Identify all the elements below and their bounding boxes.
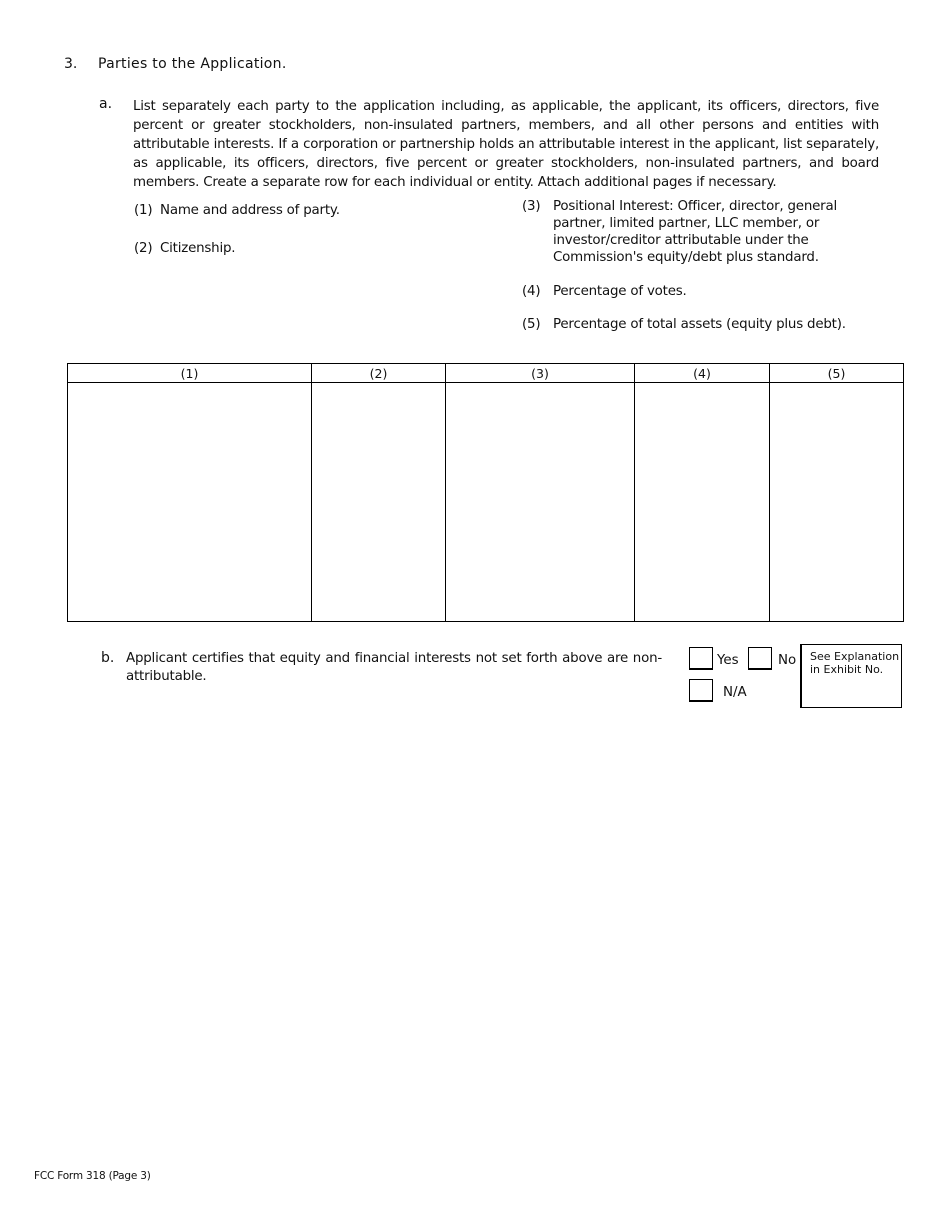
item-text: Name and address of party.: [160, 203, 340, 218]
table-row: [68, 383, 904, 622]
item-citizenship: [134, 240, 474, 260]
na-label: N/A: [723, 685, 747, 700]
item-text: Percentage of votes.: [553, 284, 687, 299]
item-text: Citizenship.: [160, 241, 236, 256]
part-a-label: a.: [99, 96, 113, 112]
cell-positional-interest[interactable]: [446, 383, 635, 622]
cell-name-address[interactable]: [68, 383, 312, 622]
no-checkbox[interactable]: [748, 647, 772, 670]
column-header-3: (3): [446, 364, 635, 383]
column-header-5: (5): [770, 364, 904, 383]
exhibit-label: See Explanation in Exhibit No.: [810, 650, 900, 676]
column-header-4: (4): [635, 364, 770, 383]
item-number: (3): [522, 199, 541, 214]
item-name-address: [134, 202, 474, 222]
part-b-statement: Applicant certifies that equity and financial interests not set forth above are non-attributable.: [126, 651, 662, 684]
item-percentage-votes: [522, 283, 842, 303]
cell-percentage-votes[interactable]: [635, 383, 770, 622]
item-number: (2): [134, 241, 153, 256]
yes-checkbox[interactable]: [689, 647, 713, 670]
exhibit-number-field[interactable]: [800, 644, 902, 708]
parties-table: [67, 363, 904, 622]
part-b-label: b.: [101, 650, 115, 666]
item-text: Percentage of total assets (equity plus debt).: [553, 317, 846, 332]
section-title: Parties to the Application.: [98, 56, 287, 72]
column-header-1: (1): [68, 364, 312, 383]
item-text: Positional Interest: Officer, director, general partner, limited partner, LLC member, or investor/creditor attributable under the Commission's equity/debt plus standard.: [553, 199, 837, 265]
item-number: (5): [522, 317, 541, 332]
na-checkbox[interactable]: [689, 679, 713, 702]
cell-citizenship[interactable]: [312, 383, 446, 622]
item-number: (1): [134, 203, 153, 218]
part-a-instructions: List separately each party to the application including, as applicable, the applicant, its officers, directors, five percent or greater stockholders, non-insulated partners, members, and all other persons and entities with attributable interests. If a corporation or partnership holds an attributable interest in the applicant, list separately, as applicable, its officers, directors, five percent or greater stockholders, non-insulated partners, and board members. Create a separate row for each individual or entity. Attach additional pages if necessary.: [133, 99, 879, 190]
item-number: (4): [522, 284, 541, 299]
yes-label: Yes: [717, 653, 739, 668]
column-header-2: (2): [312, 364, 446, 383]
section-number: 3.: [64, 56, 78, 72]
no-label: No: [778, 653, 797, 668]
item-percentage-assets: [522, 316, 862, 336]
table-header-row: [68, 364, 904, 383]
item-positional-interest: [522, 198, 842, 268]
form-footer: FCC Form 318 (Page 3): [34, 1170, 151, 1182]
cell-percentage-assets[interactable]: [770, 383, 904, 622]
